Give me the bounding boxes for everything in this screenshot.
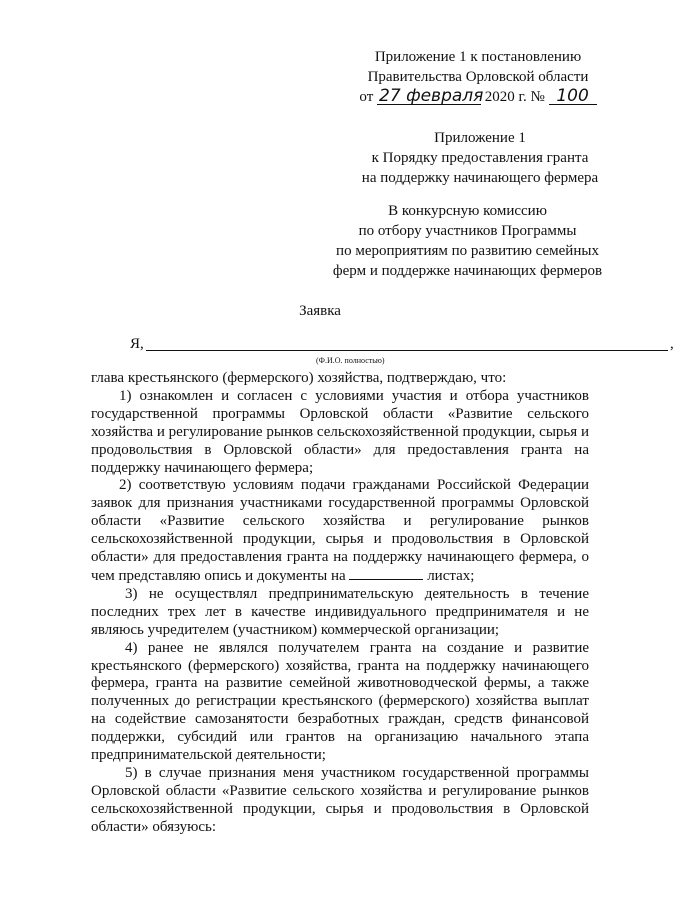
header-line: Приложение 1 к постановлению xyxy=(374,49,582,65)
applicant-name-row xyxy=(90,334,674,354)
addressee-line: по мероприятиям по развитию семейных xyxy=(336,243,599,259)
clause-1: 1) ознакомлен и согласен с условиями участия и отбора участников государственной программы Орловской области «Развитие сельского хозяйства и регулирование рынков сельскохозяйственной продукции, сырья и продовольствия в Орловской области» для предоставления гранта на поддержку начинающего фермера; xyxy=(91,387,589,476)
addressee-line: ферм и поддержке начинающих фермеров xyxy=(332,263,603,279)
clause-2-text: 2) соответствую условиям подачи гражданами Российской Федерации заявок для признания участниками государственной программы Орловской области «Развитие сельского хозяйства и регулирование рынков сельскохозяйственной продукции, сырья и продовольствия в Орловской области» для предоставления гранта на поддержку начинающего фермера, о чем представляю опись и документы на xyxy=(91,477,589,584)
addressee-line: по отбору участников Программы xyxy=(358,223,577,239)
clause-2 xyxy=(91,477,589,585)
clause-5: 5) в случае признания меня участником государственной программы Орловской области «Развитие сельского хозяйства и регулирование рынков сельскохозяйственной продукции, сырья и продовольствия в Орловской области» обязуюсь: xyxy=(91,764,589,835)
handwritten-date: 27 февраля xyxy=(379,86,484,106)
procedure-appendix-header xyxy=(330,128,630,188)
ya-label: Я, xyxy=(130,336,144,352)
ot-label: от xyxy=(359,89,374,105)
document-title: Заявка xyxy=(299,303,341,319)
handwritten-number: 100 xyxy=(549,88,597,105)
applicant-name-field[interactable] xyxy=(146,350,668,351)
header-line: к Порядку предоставления гранта xyxy=(371,150,589,166)
header-line: Правительства Орловской области xyxy=(367,69,589,85)
year-label: 2020 г. № xyxy=(484,89,545,105)
header-date-line xyxy=(328,87,628,107)
addressee-line: В конкурсную комиссию xyxy=(388,203,547,219)
clause-3: 3) не осуществлял предпринимательскую деятельность в течение последних трех лет в качестве индивидуального предпринимателя и не являюсь учредителем (участником) коммерческой организации; xyxy=(91,585,589,638)
clause-2-end: листах; xyxy=(427,567,475,584)
fio-caption: (Ф.И.О. полностью) xyxy=(316,356,385,365)
resolution-appendix-header xyxy=(328,47,628,107)
header-line: Приложение 1 xyxy=(434,130,526,146)
comma: , xyxy=(670,336,674,352)
clause-4: 4) ранее не являлся получателем гранта на создание и развитие крестьянского (фермерского) хозяйства, гранта на поддержку начинающего фермера, гранта на развитие семейной животноводческой фермы, а также полученных до регистрации крестьянского (фермерского) хозяйства выплат на содействие самозанятости безработных граждан, средств финансовой поддержки, субсидий или грантов на организацию начального этапа предпринимательской деятельности; xyxy=(91,639,589,764)
intro-paragraph: глава крестьянского (фермерского) хозяйства, подтверждаю, что: xyxy=(91,370,507,386)
addressee-block xyxy=(305,201,630,281)
header-line: на поддержку начинающего фермера xyxy=(361,170,599,186)
application-body xyxy=(91,370,589,837)
sheets-count-field[interactable] xyxy=(349,567,423,580)
